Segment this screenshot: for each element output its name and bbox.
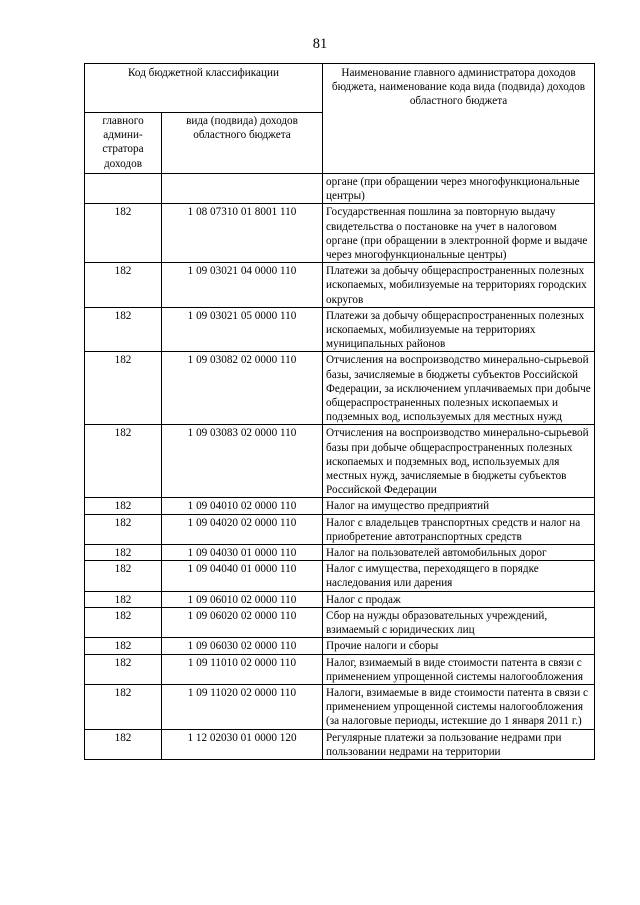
table-row <box>85 307 595 352</box>
table-row <box>85 425 595 498</box>
income-name-cell: Отчисления на воспроизводство минерально-сырьевой базы, зачисляемые в бюджеты субъектов Российской Федерации, за исключением уплачиваемых при добыче общераспространенных полезных ископаемых и подземных вод, используемых для местных нужд <box>323 352 595 425</box>
income-code-cell: 1 09 03021 04 0000 110 <box>162 263 323 308</box>
table-row <box>85 654 595 684</box>
admin-code-cell: 182 <box>85 425 162 498</box>
income-code-cell: 1 09 06010 02 0000 110 <box>162 591 323 607</box>
table-row <box>85 263 595 308</box>
income-name-cell: Налог на имущество предприятий <box>323 498 595 514</box>
income-code-cell: 1 09 04020 02 0000 110 <box>162 514 323 544</box>
admin-code-cell: 182 <box>85 545 162 561</box>
income-code-cell: 1 09 06030 02 0000 110 <box>162 638 323 654</box>
income-code-cell: 1 09 11010 02 0000 110 <box>162 654 323 684</box>
table-row <box>85 684 595 729</box>
header-group-title: Код бюджетной классификации <box>85 64 323 113</box>
budget-classification-table <box>84 63 595 760</box>
admin-code-cell: 182 <box>85 561 162 591</box>
admin-code-cell: 182 <box>85 307 162 352</box>
page-number: 81 <box>312 36 328 52</box>
income-name-cell: Налог, взимаемый в виде стоимости патента в связи с применением упрощенной системы налогообложения <box>323 654 595 684</box>
income-code-cell: 1 09 04040 01 0000 110 <box>162 561 323 591</box>
income-code-cell <box>162 174 323 204</box>
income-name-cell: Государственная пошлина за повторную выдачу свидетельства о постановке на учет в налоговом органе (при обращении в электронной форме и выдаче через многофункциональные центры) <box>323 204 595 263</box>
income-name-cell: Прочие налоги и сборы <box>323 638 595 654</box>
admin-code-cell: 182 <box>85 204 162 263</box>
table-row <box>85 352 595 425</box>
income-code-cell: 1 09 06020 02 0000 110 <box>162 607 323 637</box>
income-code-cell: 1 12 02030 01 0000 120 <box>162 729 323 759</box>
table-row <box>85 561 595 591</box>
table-row <box>85 545 595 561</box>
income-code-cell: 1 09 03021 05 0000 110 <box>162 307 323 352</box>
income-name-cell: Отчисления на воспроизводство минерально-сырьевой базы при добыче общераспространенных полезных ископаемых и подземных вод, используемых для местных нужд, зачисляемые в бюджеты субъектов Российской Федерации <box>323 425 595 498</box>
income-name-cell: Налог на пользователей автомобильных дорог <box>323 545 595 561</box>
income-code-cell: 1 08 07310 01 8001 110 <box>162 204 323 263</box>
admin-code-cell: 182 <box>85 638 162 654</box>
table-row <box>85 498 595 514</box>
income-code-cell: 1 09 03082 02 0000 110 <box>162 352 323 425</box>
table-row <box>85 591 595 607</box>
table-row <box>85 204 595 263</box>
income-name-cell: Платежи за добычу общераспространенных полезных ископаемых, мобилизуемые на территориях городских округов <box>323 263 595 308</box>
admin-code-cell: 182 <box>85 263 162 308</box>
header-kind-column: вида (подвида) доходов областного бюджета <box>162 113 323 174</box>
table-row <box>85 607 595 637</box>
income-name-cell: Регулярные платежи за пользование недрами при пользовании недрами на территории <box>323 729 595 759</box>
income-name-cell: Налог с продаж <box>323 591 595 607</box>
admin-code-cell: 182 <box>85 684 162 729</box>
admin-code-cell <box>85 174 162 204</box>
header-name-column: Наименование главного администратора доходов бюджета, наименование кода вида (подвида) доходов областного бюджета <box>323 64 595 174</box>
admin-code-cell: 182 <box>85 498 162 514</box>
income-name-cell: органе (при обращении через многофункциональные центры) <box>323 174 595 204</box>
income-name-cell: Налоги, взимаемые в виде стоимости патента в связи с применением упрощенной системы налогообложения (за налоговые периоды, истекшие до 1 января 2011 г.) <box>323 684 595 729</box>
table-body <box>85 174 595 760</box>
income-code-cell: 1 09 11020 02 0000 110 <box>162 684 323 729</box>
admin-code-cell: 182 <box>85 514 162 544</box>
admin-code-cell: 182 <box>85 729 162 759</box>
table-row <box>85 638 595 654</box>
table-row <box>85 514 595 544</box>
admin-code-cell: 182 <box>85 654 162 684</box>
admin-code-cell: 182 <box>85 591 162 607</box>
income-code-cell: 1 09 03083 02 0000 110 <box>162 425 323 498</box>
header-admin-column: главного админи-стратора доходов <box>85 113 162 174</box>
admin-code-cell: 182 <box>85 352 162 425</box>
income-code-cell: 1 09 04010 02 0000 110 <box>162 498 323 514</box>
table-row <box>85 729 595 759</box>
income-name-cell: Налог с владельцев транспортных средств и налог на приобретение автотранспортных средств <box>323 514 595 544</box>
income-name-cell: Сбор на нужды образовательных учреждений, взимаемый с юридических лиц <box>323 607 595 637</box>
income-code-cell: 1 09 04030 01 0000 110 <box>162 545 323 561</box>
admin-code-cell: 182 <box>85 607 162 637</box>
income-name-cell: Налог с имущества, переходящего в порядке наследования или дарения <box>323 561 595 591</box>
income-name-cell: Платежи за добычу общераспространенных полезных ископаемых, мобилизуемые на территориях муниципальных районов <box>323 307 595 352</box>
table-row <box>85 174 595 204</box>
